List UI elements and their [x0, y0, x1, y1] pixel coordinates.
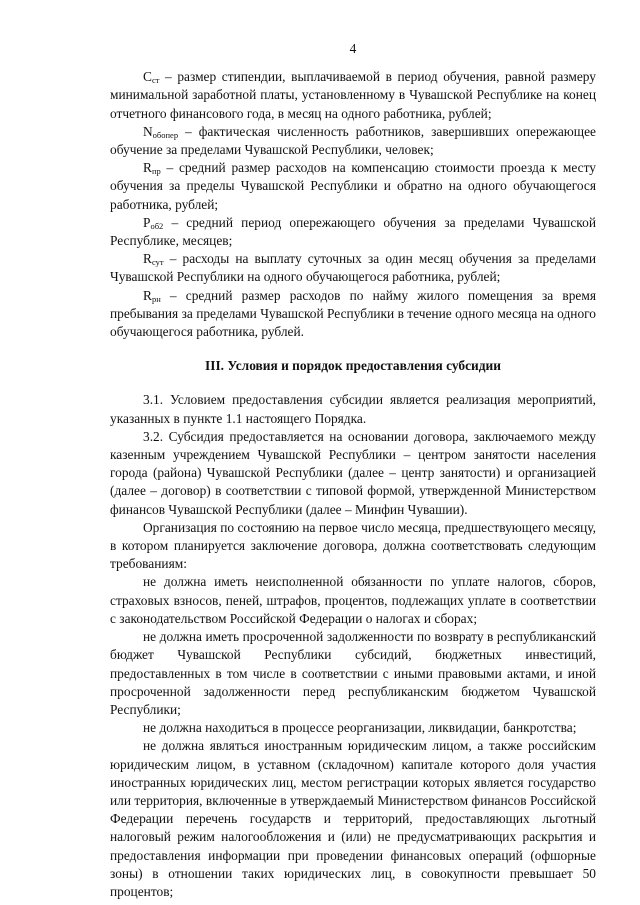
paragraph: не должна иметь неисполненной обязанности по уплате налогов, сборов, страховых взносов, пеней, штрафов, процентов, подлежащих уплате в соответствии с законодательством Российской Федерации о налогах и сборах;: [110, 574, 596, 626]
paragraph: не должна иметь просроченной задолженности по возврату в республиканский бюджет Чувашской Республики субсидий, бюджетных инвестиций, предоставленных в том числе в соответствии с иными правовыми актами, и иной просроченной задолженности перед республиканским бюджетом Чувашской Республики;: [110, 629, 596, 717]
section-body: [110, 391, 596, 901]
definition-item: $R_{пр}$ – средний размер расходов на компенсацию стоимости проезда к месту обучения за пределы Чувашской Республики и обратно на одного обучающегося работника, рублей;: [110, 160, 596, 212]
paragraph: 3.2. Субсидия предоставляется на основании договора, заключаемого между казенным учреждением Чувашской Республики – центром занятости населения города (района) Чувашской Республики (далее – центр занятости) и организацией (далее – договор) в соответствии с типовой формой, утвержденной Министерством финансов Чувашской Республики (далее – Минфин Чувашии).: [110, 428, 596, 517]
section-title: III. Условия и порядок предоставления субсидии: [205, 358, 501, 374]
paragraph: не должна находиться в процессе реорганизации, ликвидации, банкротства;: [143, 720, 577, 736]
paragraph: 3.1. Условием предоставления субсидии является реализация мероприятий, указанных в пункте 1.1 настоящего Порядка.: [110, 392, 596, 426]
definition-item: $R_{сут}$ – расходы на выплату суточных за один месяц обучения за пределами Чувашской Республики на одного обучающегося работника, рублей;: [110, 251, 596, 285]
definition-item: $P_{об2}$ – средний период опережающего обучения за пределами Чувашской Республике, месяцев;: [110, 214, 596, 249]
definition-item: $R_{рн}$ – средний размер расходов по найму жилого помещения за время пребывания за пределами Чувашской Республики в течение одного месяца на одного обучающегося работника, рублей.: [110, 287, 596, 340]
paragraph: не должна являться иностранным юридическим лицом, а также российским юридическим лицом, в уставном (складочном) капитале которого доля участия иностранных юридических лиц, местом регистрации которых является государство или территория, включенные в утверждаемый Министерством финансов Российской Федерации перечень государств и территорий, предоставляющих льготный налоговый режим налогообложения и (или) не предусматривающих раскрытия и предоставления информации при проведении финансовых операций (офшорные зоны) в отношении таких юридических лиц, в совокупности превышает 50 процентов;: [110, 738, 596, 899]
paragraph: Организация по состоянию на первое число месяца, предшествующего месяцу, в котором планируется заключение договора, должна соответствовать следующим требованиям:: [110, 519, 596, 572]
definitions-list: [110, 68, 596, 341]
definition-item: $C_{ст}$ – размер стипендии, выплачиваемой в период обучения, равной размеру минимальной заработной платы, установленному в Чувашской Республике на конец отчетного финансового года, в месяц на одного работника, рублей;: [110, 69, 596, 121]
definition-item: $N_{обопер}$ – фактическая численность работников, завершивших опережающее обучение за пределами Чувашской Республики, человек;: [110, 123, 596, 158]
page-number: 4: [349, 41, 357, 56]
